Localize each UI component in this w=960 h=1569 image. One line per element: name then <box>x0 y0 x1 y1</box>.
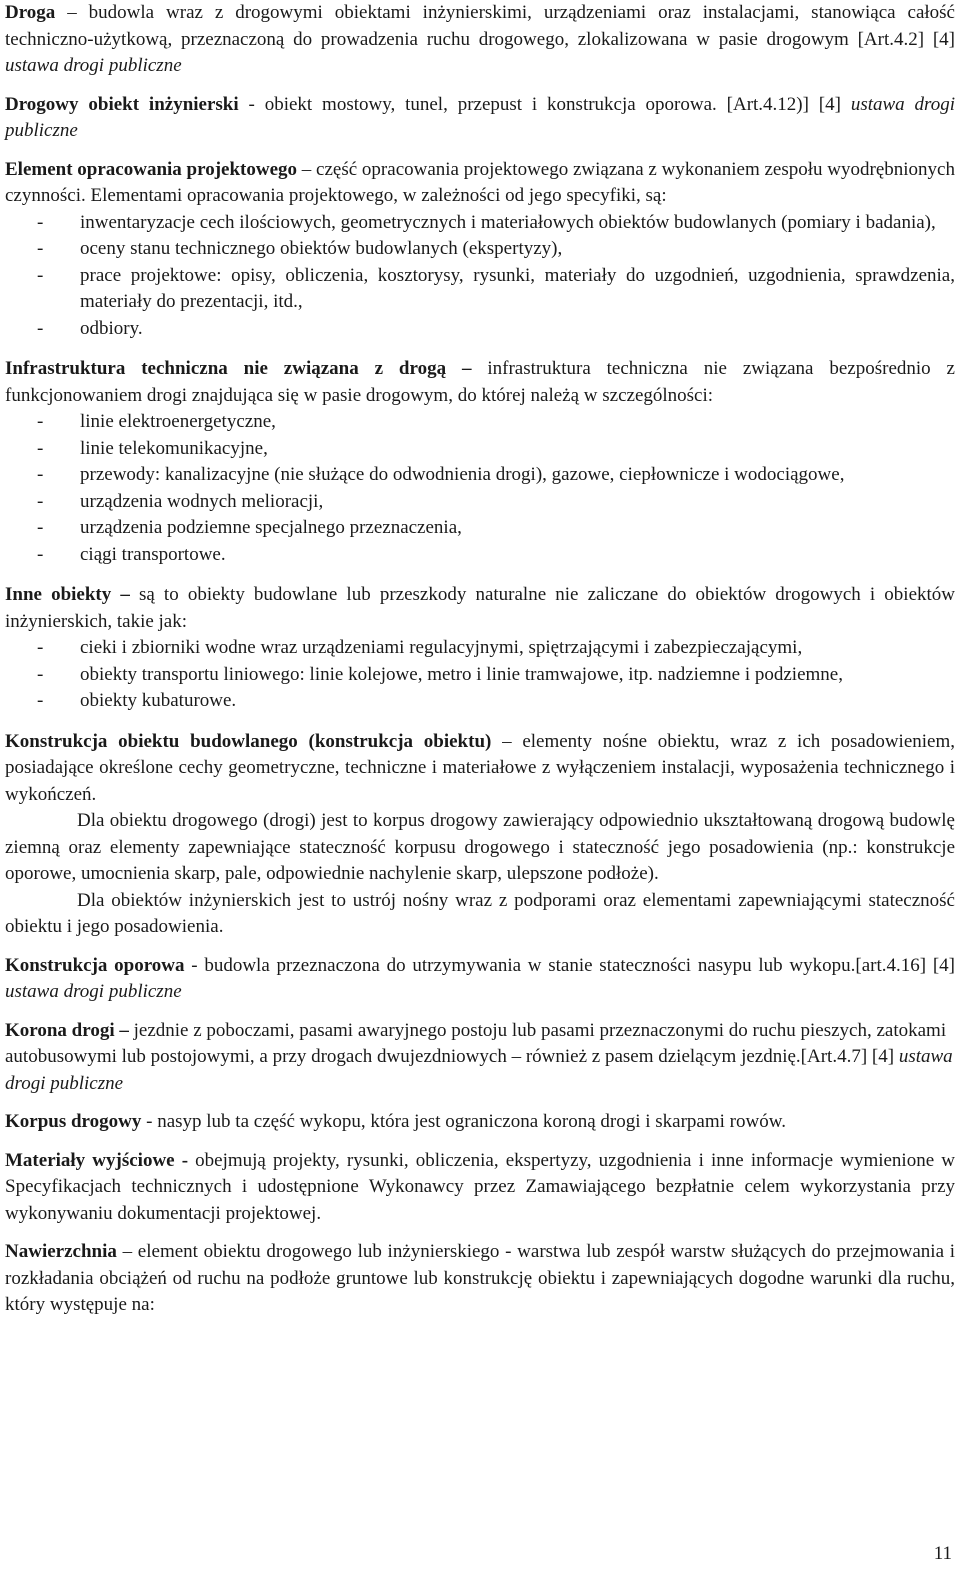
dash-marker: - <box>37 437 44 459</box>
list-item: - cieki i zbiorniki wodne wraz urządzeniami regulacyjnymi, spiętrzającymi i zabezpieczającymi, <box>5 635 955 662</box>
definition-obiekt-inzynierski <box>5 92 955 145</box>
dash-marker: - <box>37 317 44 339</box>
dash-marker: - <box>37 517 44 538</box>
term: Infrastruktura techniczna nie związana z drogą – <box>5 358 472 379</box>
dash-marker: - <box>37 464 44 485</box>
dash-marker: - <box>37 264 44 286</box>
term: Droga <box>5 2 56 23</box>
definition-materialy-wyjsciowe <box>5 1148 955 1228</box>
definition-text: - budowla przeznaczona do utrzymywania w stanie stateczności nasypu lub wykopu.[art.4.16] [4] <box>184 954 955 976</box>
definition-konstrukcja-oporowa <box>5 953 955 1006</box>
list-item: - ciągi transportowe. <box>5 542 955 569</box>
list-item: - obiekty kubaturowe. <box>5 688 955 715</box>
dash-marker: - <box>37 637 44 658</box>
definition-korpus-drogowy <box>5 1109 955 1136</box>
definition-korona-drogi <box>5 1018 955 1098</box>
term: Drogowy obiekt inżynierski <box>5 93 239 115</box>
definition-text: obejmują projekty, rysunki, obliczenia, ekspertyzy, uzgodnienia i inne informacje wymienione w Specyfikacjach technicznych i udostępnione Wykonawcy przez Zamawiającego bezpłatnie celem wykorzystania przy wykonywaniu dokumentacji projektowej. <box>5 1149 955 1224</box>
list-item: - oceny stanu technicznego obiektów budowlanych (ekspertyzy), <box>5 236 955 263</box>
term: Element opracowania projektowego <box>5 158 298 180</box>
dash-marker: - <box>37 238 44 259</box>
list-item: - inwentaryzacje cech ilościowych, geometrycznych i materiałowych obiektów budowlanych (pomiary i badania), <box>5 210 955 237</box>
list-item: - linie elektroenergetyczne, <box>5 409 955 436</box>
list-item: - prace projektowe: opisy, obliczenia, kosztorysy, rysunki, materiały do uzgodnień, uzgodnienia, sprawdzenia, materiały do prezentacji, itd., <box>37 264 955 312</box>
definition-text: są to obiekty budowlane lub przeszkody naturalne nie zaliczane do obiektów drogowych i obiektów inżynierskich, takie jak: <box>5 584 956 632</box>
term: Korona drogi – <box>5 1019 129 1041</box>
dash-marker: - <box>37 490 44 512</box>
reference: ustawa drogi publiczne <box>5 1046 953 1094</box>
term: Inne obiekty – <box>5 584 130 605</box>
dash-marker: - <box>37 663 44 685</box>
definition-text: - obiekt mostowy, tunel, przepust i konstrukcja oporowa. [Art.4.12)] [4] <box>238 93 851 115</box>
reference: ustawa drogi publiczne <box>5 981 182 1002</box>
term: Korpus drogowy <box>5 1111 142 1132</box>
dash-marker: - <box>37 211 44 233</box>
konstrukcja-obiektu-drogowego: Dla obiektu drogowego (drogi) jest to korpus drogowy zawierający odpowiednio ukształtowaną drogową budowlę ziemną oraz elementy zapewniające stateczność korpusu drogowego i stateczność jego posadowienia (np.: konstrukcje oporowe, umocnienia skarp, pale, odpowiednie nachylenie skarp, ulepszone podłoże). <box>5 810 955 884</box>
document-page <box>5 0 955 1319</box>
reference: ustawa drogi publiczne <box>5 55 182 76</box>
dash-marker: - <box>37 690 44 711</box>
term: Nawierzchnia <box>5 1241 117 1262</box>
definition-infrastruktura <box>5 356 955 409</box>
definition-droga <box>5 0 955 80</box>
dash-marker: - <box>37 411 44 432</box>
definition-text: - nasyp lub ta część wykopu, która jest ograniczona koroną drogi i skarpami rowów. <box>141 1111 786 1132</box>
reference: ustawa drogi publiczne <box>5 93 955 141</box>
element-list <box>5 210 955 343</box>
definition-text: – budowla wraz z drogowymi obiektami inżynierskimi, urządzeniami oraz instalacjami, stanowiąca całość techniczno-użytkową, przeznaczoną do prowadzenia ruchu drogowego, zlokalizowana w pasie drogowym [Art.4.2] [4] <box>5 2 955 50</box>
term: Konstrukcja obiektu budowlanego (konstrukcja obiektu) <box>5 730 492 752</box>
definition-text: – element obiektu drogowego lub inżynierskiego - warstwa lub zespół warstw służących do przejmowania i rozkładania obciążeń od ruchu na podłoże gruntowe lub konstrukcję obiektu i zapewniających dogodne warunki dla ruchu, który występuje na: <box>5 1241 955 1315</box>
definition-konstrukcja-obiektu <box>5 729 955 809</box>
list-item: - linie telekomunikacyjne, <box>5 436 955 463</box>
konstrukcja-obiektu-inzynierskiego: Dla obiektów inżynierskich jest to ustrój nośny wraz z podporami oraz elementami zapewniającymi stateczność obiektu i jego posadowienia. <box>5 889 955 937</box>
definition-inne-obiekty <box>5 582 955 635</box>
list-item: - urządzenia podziemne specjalnego przeznaczenia, <box>5 515 955 542</box>
definition-nawierzchnia <box>5 1239 955 1319</box>
list-item: - obiekty transportu liniowego: linie kolejowe, metro i linie tramwajowe, itp. nadziemne i podziemne, <box>5 662 955 689</box>
definition-text: jezdnie z poboczami, pasami awaryjnego postoju lub pasami przeznaczonymi do ruchu pieszych, zatokami autobusowymi lub postojowymi, a przy drogach dwujezdniowych – również z pasem dzielącym jezdnię.[Art.4.7] [4] <box>5 1019 947 1067</box>
page-number: 11 <box>933 1543 952 1564</box>
definition-text: infrastruktura techniczna nie związana bezpośrednio z funkcjonowaniem drogi znajdująca się w pasie drogowym, do której należą w szczególności: <box>5 358 955 406</box>
definition-text: – elementy nośne obiektu, wraz z ich posadowieniem, posiadające określone cechy geometryczne, techniczne i materiałowe z wyłączeniem instalacji, wyposażenia technicznego i wykończeń. <box>5 730 955 805</box>
list-item: - przewody: kanalizacyjne (nie służące do odwodnienia drogi), gazowe, ciepłownicze i wodociągowe, <box>5 462 955 489</box>
list-item: - urządzenia wodnych melioracji, <box>5 489 955 516</box>
inne-list <box>5 635 955 715</box>
term: Materiały wyjściowe - <box>5 1149 189 1171</box>
term: Konstrukcja oporowa <box>5 954 185 976</box>
definition-element-opracowania <box>5 157 955 210</box>
infrastruktura-list <box>5 409 955 568</box>
definition-text: – część opracowania projektowego związana z wykonaniem zespołu wyodrębnionych czynności. Elementami opracowania projektowego, w zależności od jego specyfiki, są: <box>5 158 955 206</box>
list-item: - odbiory. <box>5 316 955 343</box>
dash-marker: - <box>37 543 44 565</box>
